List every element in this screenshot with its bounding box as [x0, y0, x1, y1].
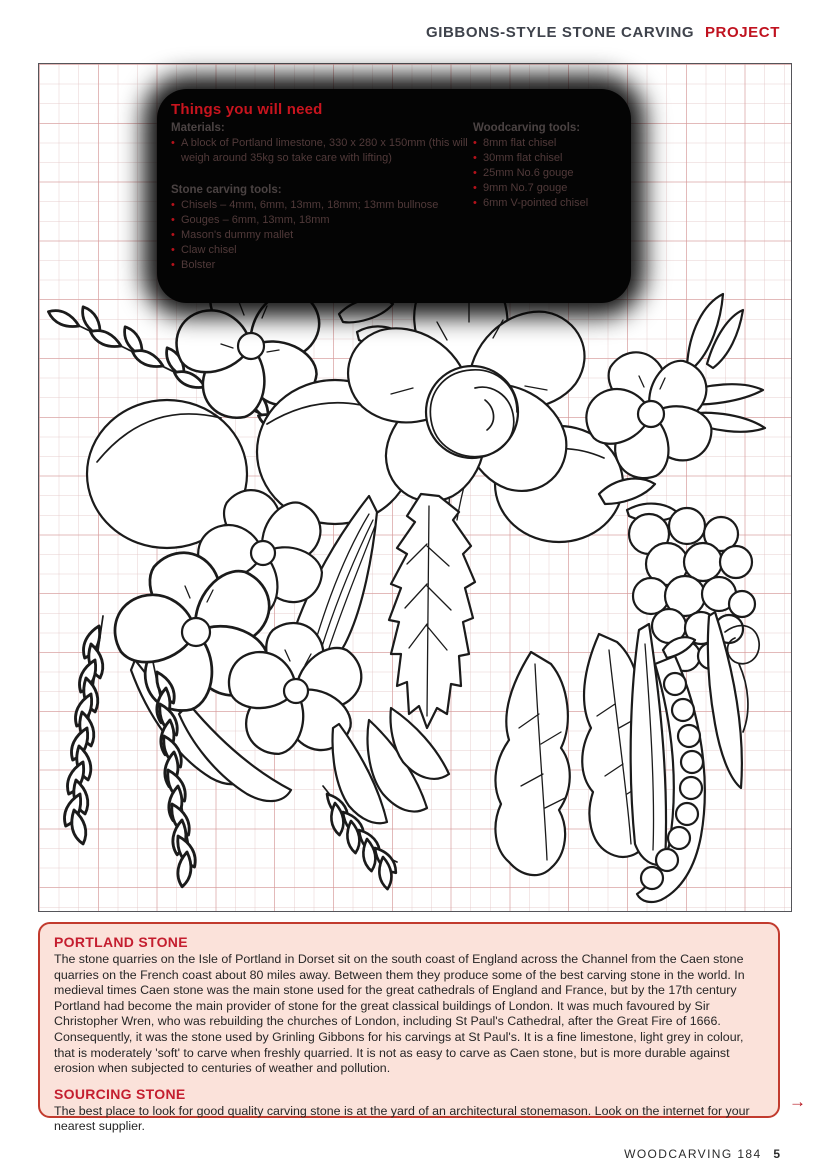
list-item: • 25mm No.6 gouge — [473, 166, 617, 181]
page-title: GIBBONS-STYLE STONE CARVING — [425, 24, 695, 41]
list-item: • 8mm flat chisel — [473, 136, 617, 151]
things-box-title: Things you will need — [171, 101, 323, 118]
list-item: • Claw chisel — [171, 243, 473, 258]
list-item: • 6mm V-pointed chisel — [473, 196, 617, 211]
page-header — [426, 24, 780, 41]
list-item: • 9mm No.7 gouge — [473, 181, 617, 196]
page-footer — [624, 1147, 780, 1161]
carving-template-area — [38, 63, 792, 912]
sourcing-stone-text: The best place to look for good quality carving stone is at the yard of an architectural stonemason. Look on the internet for your nearest supplier. — [54, 1103, 750, 1134]
list-item: • A block of Portland limestone, 330 x 280 x 150mm (this will weigh around 35kg so take care with lifting) — [171, 136, 473, 166]
list-item: • Chisels – 4mm, 6mm, 13mm, 18mm; 13mm bullnose — [171, 198, 473, 213]
page-number: 5 — [773, 1147, 780, 1161]
stone-tools-label: Stone carving tools: — [171, 184, 282, 196]
project-badge: PROJECT — [704, 24, 780, 41]
magazine-issue: WOODCARVING 184 — [624, 1147, 762, 1161]
things-you-will-need-box — [157, 89, 631, 303]
stone-tools-list — [171, 198, 473, 273]
list-item: • Bolster — [171, 258, 473, 273]
next-page-arrow-icon: → — [789, 1092, 806, 1111]
wood-tools-label: Woodcarving tools: — [473, 122, 581, 134]
materials-list — [171, 136, 473, 166]
wood-tools-list — [473, 136, 617, 211]
stone-info-box — [38, 922, 780, 1134]
materials-label: Materials: — [171, 122, 225, 134]
list-item: • Mason's dummy mallet — [171, 228, 473, 243]
list-item: • 30mm flat chisel — [473, 151, 617, 166]
list-item: • Gouges – 6mm, 13mm, 18mm — [171, 213, 473, 228]
portland-stone-text: The stone quarries on the Isle of Portland in Dorset sit on the south coast of England across the Channel from the Caen stone quarries on the French coast about 80 miles away. Between them they produce some of the best carving stone in the world. In medieval times Caen stone was the main stone used for the great cathedrals of England and France, but by the 17th century Portland had become the main provider of stone for the great classical buildings of London. It was much favoured by Sir Christopher Wren, who was rebuilding the churches of London, including St Paul's Cathedral, after the Great Fire of 1666. Consequently, it was the stone used by Grinling Gibbons for his carvings at St Paul's. It is a fine limestone, light grey in colour, that is moderately 'soft' to carve when freshly quarried. It is not as easy to carve as Caen stone, but is more durable against erosion when subjected to centuries of weather and pollution. — [54, 952, 745, 1076]
sourcing-stone-heading: SOURCING STONE — [54, 1085, 186, 1102]
portland-stone-heading: PORTLAND STONE — [54, 934, 188, 950]
